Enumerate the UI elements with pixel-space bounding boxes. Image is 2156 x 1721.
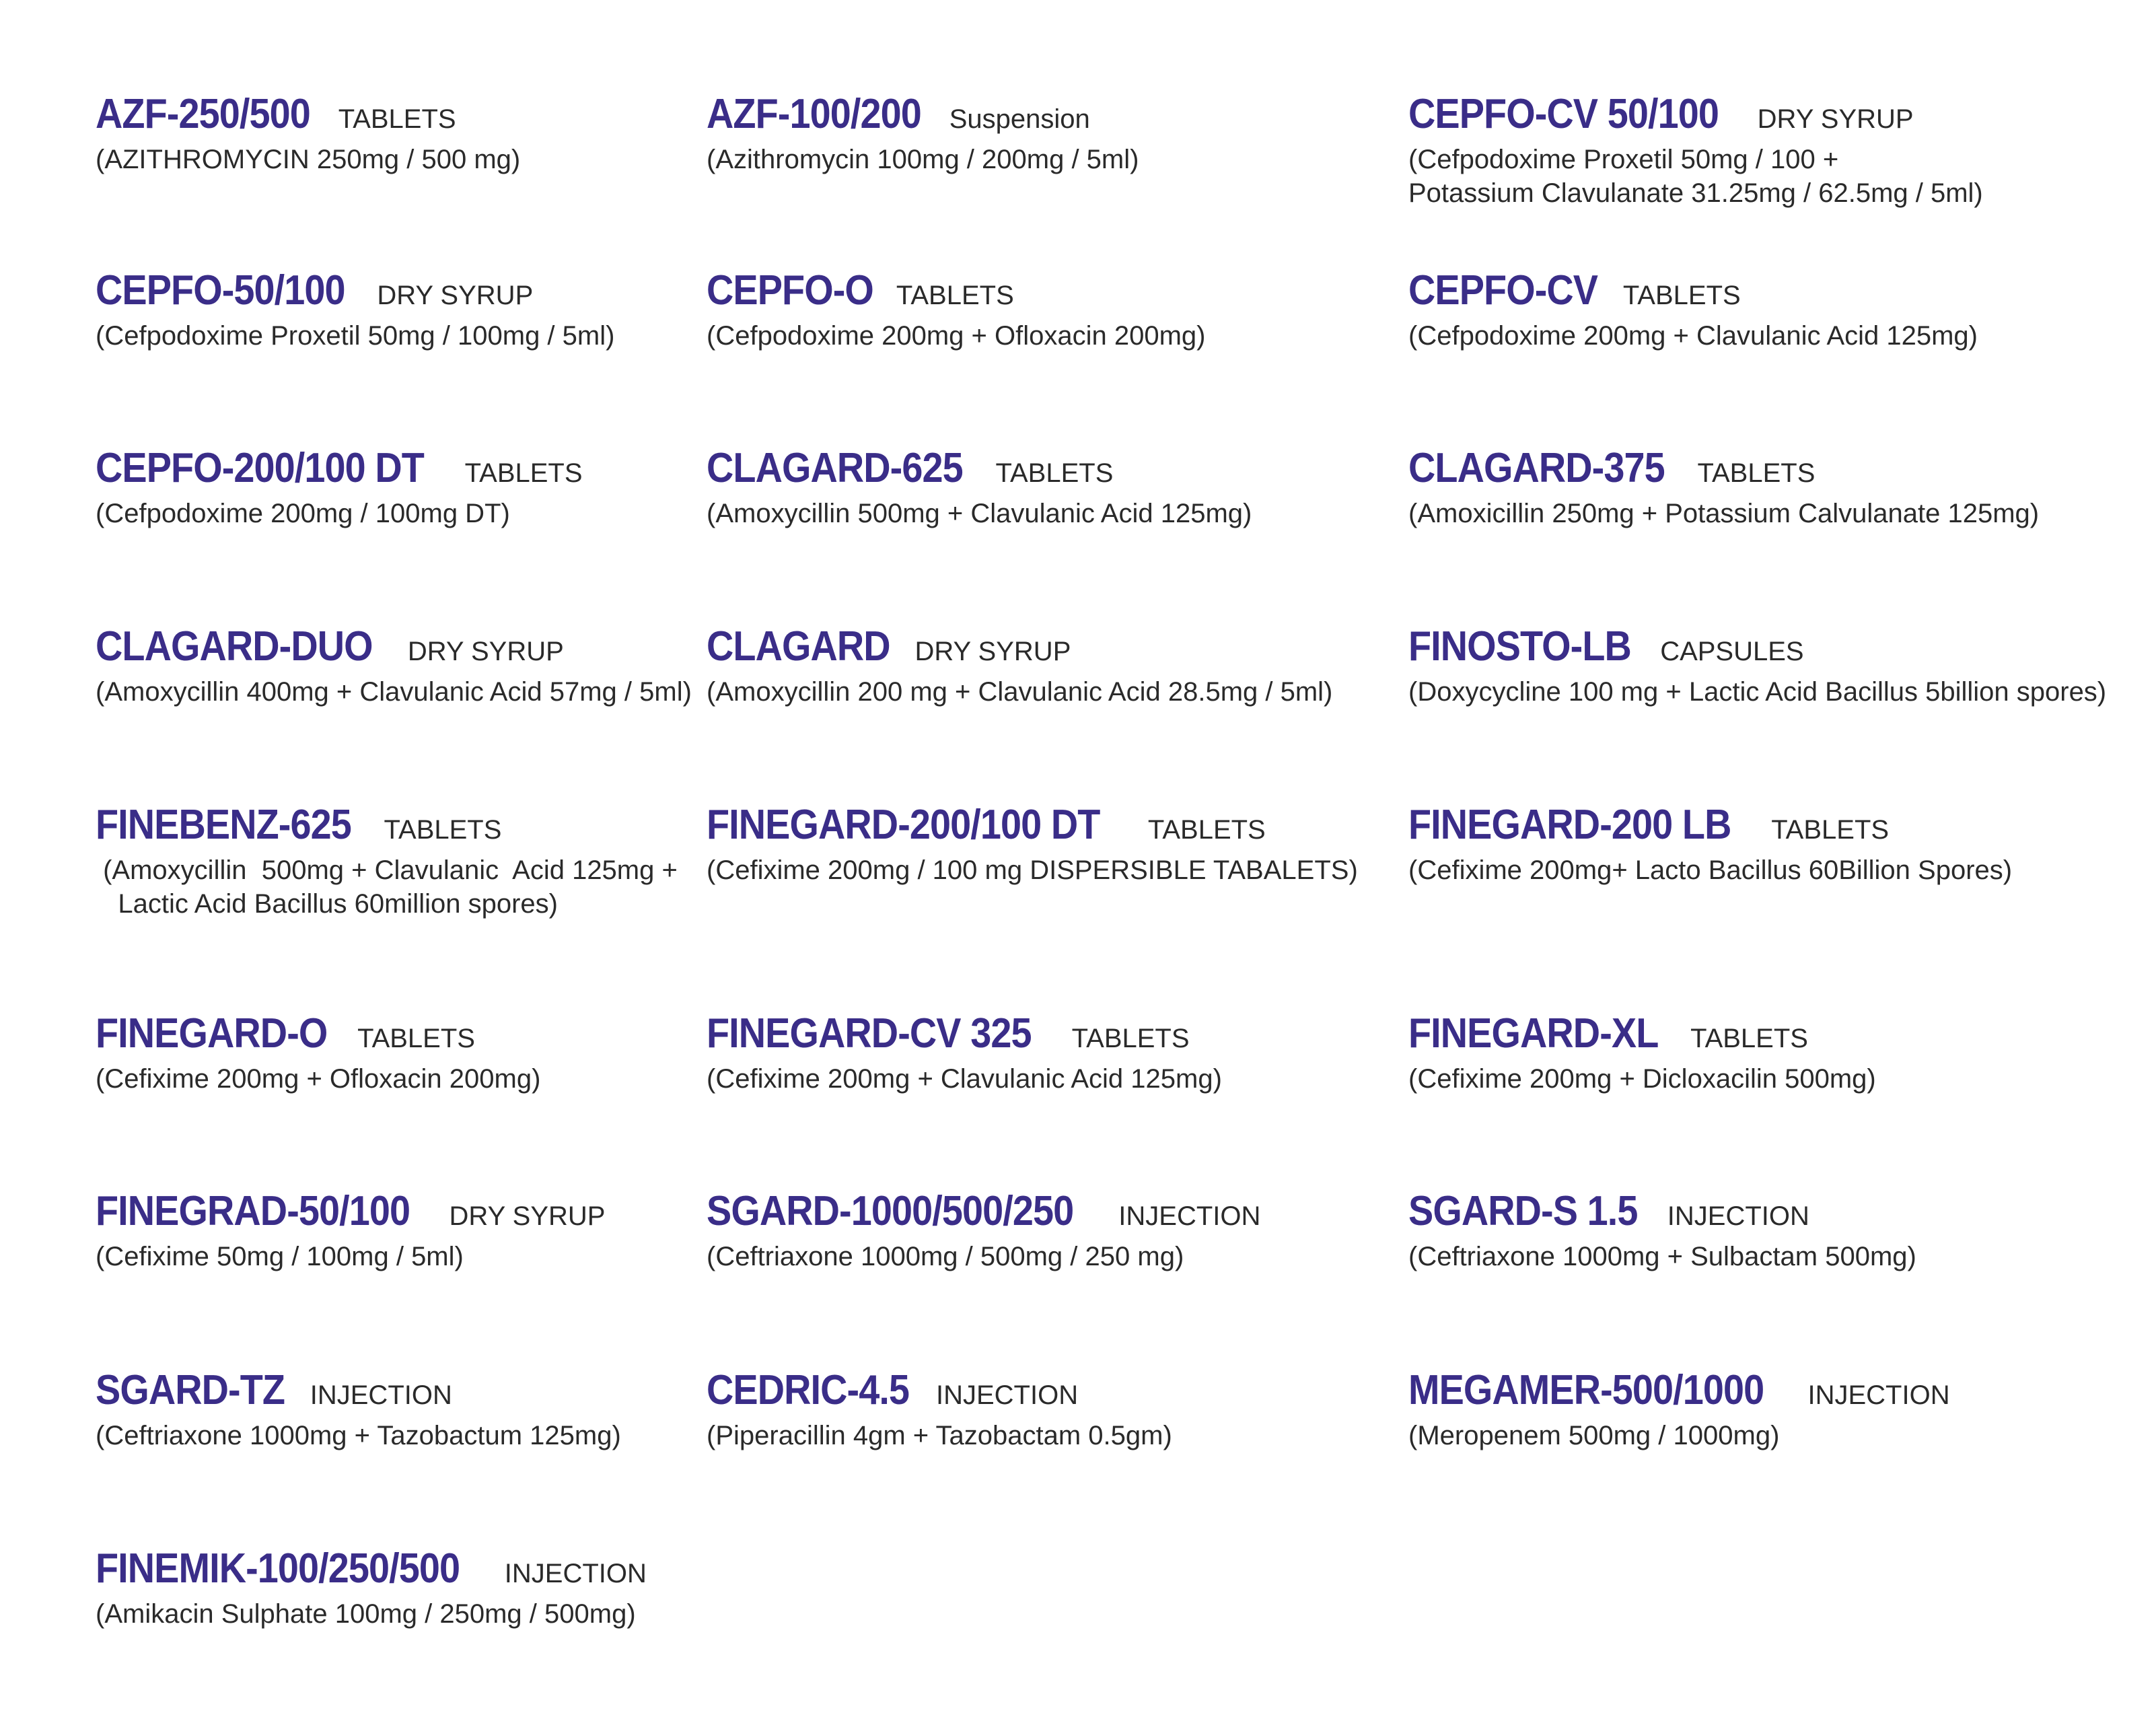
product-name: SGARD-TZ — [96, 1367, 285, 1413]
product-heading — [707, 1011, 1222, 1057]
product-name: CEPFO-CV — [1408, 267, 1598, 314]
product-entry — [707, 1011, 1222, 1096]
product-form: TABLETS — [1147, 815, 1266, 845]
product-entry — [96, 802, 678, 921]
product-name: FINEMIK-100/250/500 — [96, 1545, 460, 1592]
product-form: INJECTION — [504, 1559, 647, 1588]
product-form: TABLETS — [896, 281, 1014, 310]
product-heading — [96, 624, 692, 670]
product-name: CEPFO-200/100 DT — [96, 445, 424, 491]
product-heading — [96, 802, 678, 848]
product-form: Suspension — [949, 104, 1090, 134]
product-composition: (Cefpodoxime Proxetil 50mg / 100 + Potassium Clavulanate 31.25mg / 62.5mg / 5ml) — [1408, 145, 1983, 209]
product-name: FINEGARD-200/100 DT — [707, 802, 1100, 848]
product-form: TABLETS — [464, 458, 583, 488]
product-form: INJECTION — [1807, 1380, 1950, 1410]
product-entry — [96, 1368, 621, 1452]
product-entry — [96, 1189, 605, 1273]
product-composition: (Amoxycillin 500mg + Clavulanic Acid 125mg) — [707, 499, 1252, 529]
product-composition: (Cefixime 200mg + Ofloxacin 200mg) — [96, 1064, 541, 1094]
product-heading — [96, 1546, 647, 1592]
product-heading — [707, 1189, 1260, 1234]
product-form: INJECTION — [1667, 1201, 1809, 1231]
product-heading — [1408, 268, 1978, 314]
product-form: INJECTION — [1118, 1201, 1261, 1231]
product-form: TABLETS — [384, 815, 502, 845]
product-form: DRY SYRUP — [914, 637, 1071, 666]
product-entry — [1408, 1011, 1876, 1096]
product-heading — [96, 1189, 605, 1234]
product-entry — [96, 268, 614, 353]
product-composition: (Cefpodoxime Proxetil 50mg / 100mg / 5ml) — [96, 321, 615, 351]
product-composition: (Amoxycillin 200 mg + Clavulanic Acid 28.5mg / 5ml) — [707, 677, 1333, 707]
product-form: TABLETS — [357, 1024, 475, 1053]
product-heading — [1408, 1189, 1916, 1234]
product-entry — [707, 624, 1332, 709]
product-entry — [1408, 92, 1983, 210]
product-entry — [96, 1546, 647, 1631]
product-composition: (AZITHROMYCIN 250mg / 500 mg) — [96, 145, 521, 175]
product-name: CEPFO-50/100 — [96, 267, 345, 314]
product-composition: (Doxycycline 100 mg + Lactic Acid Bacillus 5billion spores) — [1408, 677, 2107, 707]
product-composition: (Cefixime 200mg+ Lacto Bacillus 60Billion Spores) — [1408, 855, 2013, 886]
product-name: FINEGRAD-50/100 — [96, 1188, 410, 1234]
product-name: AZF-250/500 — [96, 91, 310, 137]
product-entry — [707, 446, 1252, 530]
product-heading — [707, 268, 1205, 314]
product-form: INJECTION — [310, 1380, 452, 1410]
product-composition: (Azithromycin 100mg / 200mg / 5ml) — [707, 145, 1139, 175]
product-form: TABLETS — [1071, 1024, 1190, 1053]
product-composition: (Ceftriaxone 1000mg + Tazobactum 125mg) — [96, 1421, 621, 1451]
product-entry — [1408, 1189, 1916, 1273]
product-entry — [1408, 1368, 1950, 1452]
product-form: TABLETS — [1697, 458, 1816, 488]
product-heading — [1408, 1368, 1950, 1413]
product-composition: (Cefixime 200mg + Clavulanic Acid 125mg) — [707, 1064, 1222, 1094]
product-name: CEPFO-CV 50/100 — [1408, 91, 1719, 137]
product-heading — [707, 92, 1139, 137]
product-name: FINEGARD-XL — [1408, 1010, 1659, 1057]
product-name: SGARD-S 1.5 — [1408, 1188, 1638, 1234]
product-composition: (Cefixime 50mg / 100mg / 5ml) — [96, 1242, 464, 1272]
product-heading — [96, 92, 520, 137]
product-heading — [1408, 802, 2012, 848]
product-heading — [1408, 624, 2106, 670]
product-name: CEDRIC-4.5 — [707, 1367, 910, 1413]
product-entry — [707, 1368, 1172, 1452]
product-composition: (Amoxycillin 500mg + Clavulanic Acid 125mg + Lactic Acid Bacillus 60million spores) — [103, 855, 678, 919]
product-form: DRY SYRUP — [449, 1201, 606, 1231]
product-entry — [96, 624, 692, 709]
product-heading — [1408, 1011, 1876, 1057]
product-composition: (Piperacillin 4gm + Tazobactam 0.5gm) — [707, 1421, 1172, 1451]
product-heading — [1408, 446, 2039, 491]
product-entry — [1408, 446, 2039, 530]
product-heading — [707, 1368, 1172, 1413]
product-form: DRY SYRUP — [377, 281, 534, 310]
product-entry — [707, 92, 1139, 176]
product-composition: (Cefixime 200mg / 100 mg DISPERSIBLE TABALETS) — [707, 855, 1358, 886]
product-composition: (Amoxicillin 250mg + Potassium Calvulanate 125mg) — [1408, 499, 2040, 529]
product-entry — [707, 802, 1358, 887]
product-entry — [1408, 802, 2012, 887]
product-name: AZF-100/200 — [707, 91, 921, 137]
product-heading — [707, 624, 1332, 670]
product-entry — [96, 92, 520, 176]
product-form: DRY SYRUP — [1757, 104, 1914, 134]
product-heading — [96, 1368, 621, 1413]
product-composition: (Ceftriaxone 1000mg + Sulbactam 500mg) — [1408, 1242, 1916, 1272]
product-form: INJECTION — [935, 1380, 1079, 1410]
product-entry — [1408, 268, 1978, 353]
product-composition: (Cefpodoxime 200mg + Clavulanic Acid 125mg) — [1408, 321, 1978, 351]
product-name: CLAGARD-DUO — [96, 623, 373, 670]
product-name: FINEGARD-CV 325 — [707, 1010, 1032, 1057]
product-heading — [707, 446, 1252, 491]
product-form: CAPSULES — [1660, 637, 1804, 666]
product-name: MEGAMER-500/1000 — [1408, 1367, 1764, 1413]
product-composition: (Amoxycillin 400mg + Clavulanic Acid 57mg / 5ml) — [96, 677, 692, 707]
product-entry — [707, 1189, 1260, 1273]
product-name: FINOSTO-LB — [1408, 623, 1631, 670]
product-form: TABLETS — [1690, 1024, 1808, 1053]
product-composition: (Cefixime 200mg + Dicloxacilin 500mg) — [1408, 1064, 1876, 1094]
product-heading — [96, 446, 583, 491]
product-composition: (Cefpodoxime 200mg + Ofloxacin 200mg) — [707, 321, 1206, 351]
product-name: FINEGARD-200 LB — [1408, 802, 1731, 848]
product-composition: (Ceftriaxone 1000mg / 500mg / 250 mg) — [707, 1242, 1184, 1272]
product-name: CLAGARD — [707, 623, 890, 670]
product-name: SGARD-1000/500/250 — [707, 1188, 1074, 1234]
product-heading — [707, 802, 1358, 848]
product-composition: (Meropenem 500mg / 1000mg) — [1408, 1421, 1780, 1451]
product-name: CEPFO-O — [707, 267, 873, 314]
product-composition: (Cefpodoxime 200mg / 100mg DT) — [96, 499, 510, 529]
product-form: TABLETS — [1622, 281, 1741, 310]
product-composition: (Amikacin Sulphate 100mg / 250mg / 500mg) — [96, 1599, 636, 1629]
product-form: TABLETS — [995, 458, 1114, 488]
product-name: FINEGARD-O — [96, 1010, 328, 1057]
product-form: DRY SYRUP — [407, 637, 564, 666]
product-heading — [1408, 92, 1983, 137]
product-heading — [96, 1011, 540, 1057]
product-name: FINEBENZ-625 — [96, 802, 351, 848]
product-entry — [96, 446, 583, 530]
product-name: CLAGARD-625 — [707, 445, 963, 491]
product-form: TABLETS — [1771, 815, 1890, 845]
product-heading — [96, 268, 614, 314]
product-name: CLAGARD-375 — [1408, 445, 1665, 491]
product-entry — [96, 1011, 540, 1096]
product-entry — [707, 268, 1205, 353]
product-entry — [1408, 624, 2106, 709]
product-form: TABLETS — [338, 104, 456, 134]
